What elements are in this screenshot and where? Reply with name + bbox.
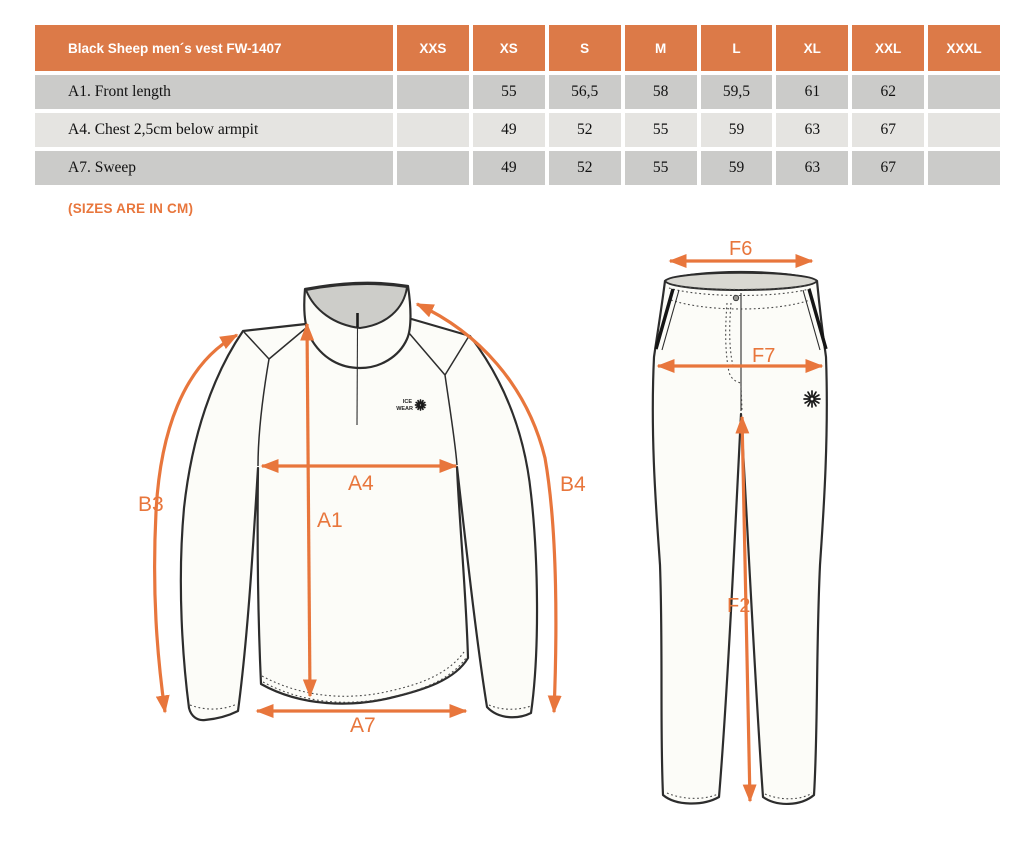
size-value-cell xyxy=(397,113,469,147)
col-header-xl: XL xyxy=(776,25,848,71)
measure-label-f7: F7 xyxy=(752,345,776,367)
vest-body-outline xyxy=(181,318,537,720)
size-value-cell xyxy=(928,75,1000,109)
size-value-cell xyxy=(397,75,469,109)
table-header-row xyxy=(35,25,1000,71)
col-header-m: M xyxy=(625,25,697,71)
measure-label-f6: F6 xyxy=(729,238,753,260)
measure-label-b4: B4 xyxy=(560,473,586,496)
logo-text-ice: ICE xyxy=(402,399,412,405)
size-value-cell: 63 xyxy=(776,113,848,147)
row-label: A1. Front length xyxy=(35,75,393,109)
size-value-cell: 61 xyxy=(776,75,848,109)
logo-text-wear: WEAR xyxy=(396,406,413,412)
size-value-cell: 59 xyxy=(701,151,773,185)
col-header-s: S xyxy=(549,25,621,71)
size-value-cell: 49 xyxy=(473,151,545,185)
cuff-stitch xyxy=(190,704,531,709)
col-header-xxxl: XXXL xyxy=(928,25,1000,71)
size-value-cell: 67 xyxy=(852,113,924,147)
col-header-xxs: XXS xyxy=(397,25,469,71)
pants-outline xyxy=(653,272,827,804)
vest-diagram xyxy=(120,255,620,755)
size-value-cell: 55 xyxy=(625,113,697,147)
col-header-xs: XS xyxy=(473,25,545,71)
size-value-cell xyxy=(928,113,1000,147)
size-value-cell xyxy=(928,151,1000,185)
size-value-cell: 56,5 xyxy=(549,75,621,109)
pants-diagram xyxy=(630,230,850,820)
size-value-cell: 62 xyxy=(852,75,924,109)
size-value-cell: 55 xyxy=(473,75,545,109)
table-row xyxy=(35,113,1000,147)
size-table xyxy=(31,21,1004,189)
size-value-cell: 52 xyxy=(549,151,621,185)
measure-label-a1: A1 xyxy=(317,509,343,532)
measure-label-a4: A4 xyxy=(348,472,374,495)
size-value-cell: 67 xyxy=(852,151,924,185)
table-row xyxy=(35,75,1000,109)
measure-label-a7: A7 xyxy=(350,714,376,737)
size-value-cell xyxy=(397,151,469,185)
size-value-cell: 59,5 xyxy=(701,75,773,109)
size-value-cell: 52 xyxy=(549,113,621,147)
size-value-cell: 58 xyxy=(625,75,697,109)
size-value-cell: 49 xyxy=(473,113,545,147)
size-value-cell: 55 xyxy=(625,151,697,185)
measure-label-b3: B3 xyxy=(138,493,164,516)
measure-label-f2: F2 xyxy=(727,595,751,617)
size-value-cell: 59 xyxy=(701,113,773,147)
zip-line-front xyxy=(357,327,358,425)
col-header-l: L xyxy=(701,25,773,71)
waist-button xyxy=(733,295,738,300)
table-row xyxy=(35,151,1000,185)
table-title: Black Sheep men´s vest FW-1407 xyxy=(35,25,393,71)
col-header-xxl: XXL xyxy=(852,25,924,71)
sizes-note: (SIZES ARE IN CM) xyxy=(68,201,194,216)
waist-ellipse xyxy=(665,273,817,290)
row-label: A7. Sweep xyxy=(35,151,393,185)
size-value-cell: 63 xyxy=(776,151,848,185)
row-label: A4. Chest 2,5cm below armpit xyxy=(35,113,393,147)
